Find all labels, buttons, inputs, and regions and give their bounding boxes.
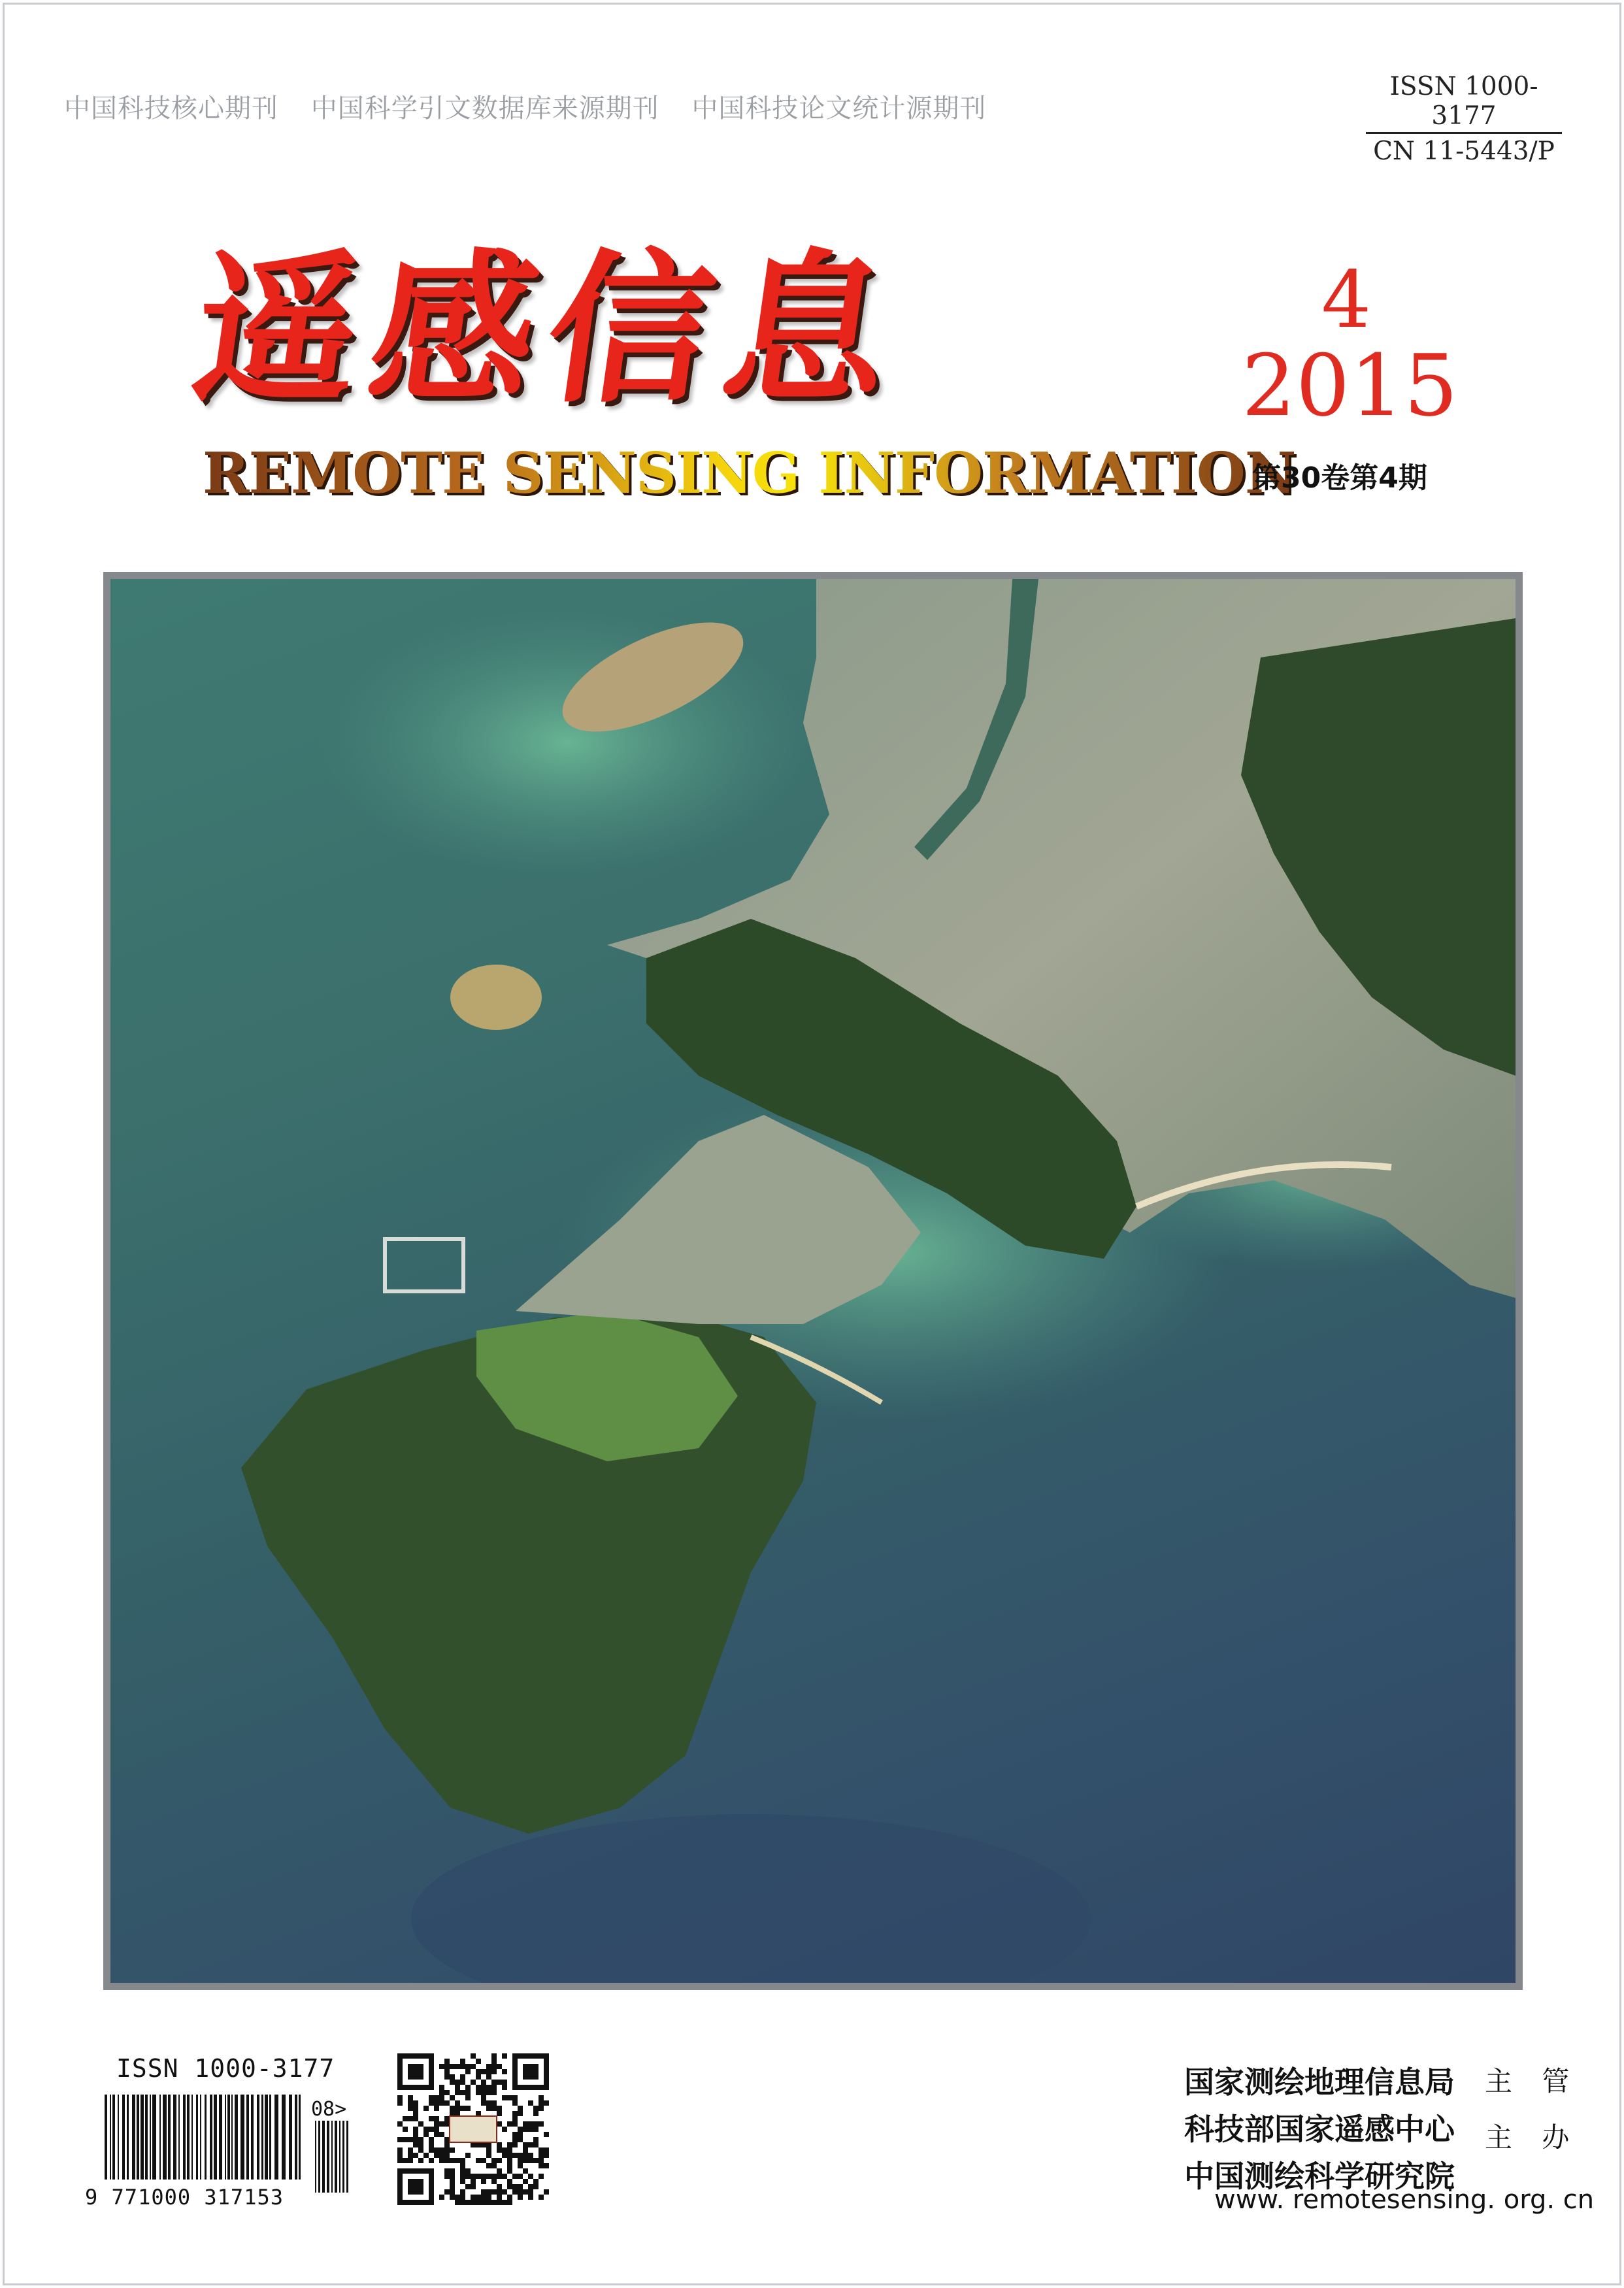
role-supervisor: 主 管: [1485, 2065, 1580, 2097]
barcode-addon: 08>: [311, 2098, 347, 2121]
qr-pattern: [397, 2053, 549, 2205]
publisher-2: 科技部国家遥感中心: [1184, 2112, 1455, 2147]
publishers-list: [1184, 2059, 1455, 2200]
barcode-addon-bars: [315, 2121, 354, 2193]
tagline-citation-db: 中国科学引文数据库来源期刊: [310, 93, 659, 124]
satellite-image-frame: [103, 572, 1523, 1990]
index-taglines: [64, 88, 1010, 125]
website-url: www. remotesensing. org. cn: [1214, 2185, 1595, 2215]
volume-issue-label: 第30卷第4期: [1252, 461, 1427, 495]
barcode-issn-label: ISSN 1000-3177: [116, 2054, 335, 2083]
qr-code: [397, 2053, 549, 2198]
issue-year: 2015: [1242, 336, 1458, 435]
role-sponsor: 主 办: [1485, 2121, 1580, 2153]
tagline-core-journal: 中国科技核心期刊: [64, 93, 278, 124]
issue-number: 4: [1321, 255, 1372, 346]
journal-title-chinese: 遥感信息: [182, 233, 916, 425]
barcode-bars: [105, 2095, 307, 2180]
issn-top-text: ISSN 1000-3177: [1366, 72, 1562, 134]
cn-number: CN 11-5443/P: [1373, 137, 1555, 166]
journal-title-english: REMOTE SENSING INFORMATION: [203, 440, 1296, 506]
publisher-1: 国家测绘地理信息局: [1184, 2064, 1455, 2100]
coastline-illustration: [110, 579, 1516, 1983]
tagline-stat-source: 中国科技论文统计源期刊: [691, 93, 987, 124]
barcode-number: 9 771000 317153: [85, 2185, 284, 2210]
publisher-3: 中国测绘科学研究院: [1184, 2159, 1455, 2194]
issn-block: [1366, 72, 1562, 166]
satellite-image: [110, 579, 1516, 1983]
